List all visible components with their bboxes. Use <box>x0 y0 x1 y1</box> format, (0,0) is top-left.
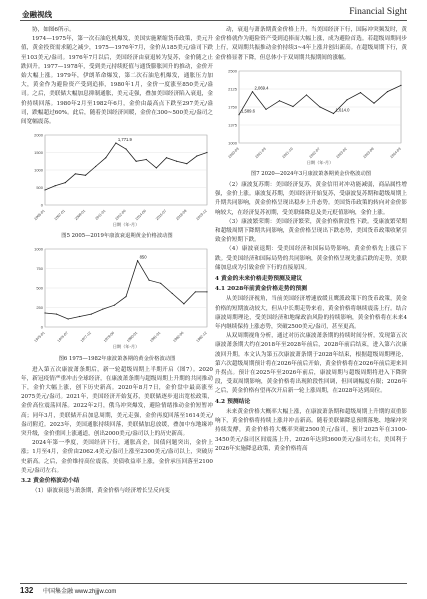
data-point <box>206 292 207 293</box>
paragraph: 动，衰退与萧条期黄金价格上升。当美国经济下行，国际冲突频发时，黄金价格就作为避险资产受到追捧而大幅上涨，成为避险首选。若超级周期同步上行，双周期共振推动金价持续3~4年上涨并创出新高。在超级周期下行，黄金价格显著下降，但总体小于双周期共振期间的涨幅。 <box>215 27 407 61</box>
data-point <box>125 149 126 150</box>
right-column <box>215 26 407 454</box>
data-point <box>186 163 187 164</box>
data-point <box>149 280 150 281</box>
data-point <box>176 161 177 162</box>
x-tick-label: 1980-01 <box>126 331 139 344</box>
x-tick-label: 2023-09 <box>362 146 375 159</box>
data-point <box>68 319 69 320</box>
paragraph: （2）康波复苏期：美国经济复苏，黄金信用对冲功能减弱，商品属性增强，金价上涨。康波复苏期，美国经济开始复苏，受康波复苏期和超级周期上升期共同影响，黄金价格呈现出稳步上升态势。美国货币政策的转向对金价影响较大，在经济复苏初期，受美联储降息及美元贬值影响，金价上涨。 <box>215 182 407 216</box>
paragraph: （3）康波繁荣期：美国经济繁荣，黄金价格阶段性下跌。受康波繁荣期和超级周期下降期共同影响，黄金价格呈现出下跌态势，美国货币政策收紧引致金价短期下跌。 <box>215 218 407 244</box>
data-point <box>373 102 374 103</box>
data-point <box>292 106 293 107</box>
series-line <box>45 261 207 319</box>
data-point <box>196 156 197 157</box>
data-point <box>91 314 92 315</box>
x-tick-label: 2024-03 <box>389 146 402 159</box>
data-point <box>146 159 147 160</box>
y-tick-label: 1000 <box>34 246 43 252</box>
data-point <box>55 185 56 186</box>
paragraph: 从双周期视角分析，通过对历次康波萧条期的持续时间分析，发现第五次康波萧条期大约在2018年至2028年前后，2028年前后结束，进入第六次康波回升期。本文认为第五次康波萧条期于2028年结束，根据超级周期理论，第六次超级周期预计将在2026年前后开始，黄金价格将在2026年前后迎来回升拐点。预计在2025年至2026年前后，康波周期与超级周期将进入下降阶段，受双周期影响，黄金价格将出现阶段性回调，但回调幅度有限；2026年之后，黄金价格有望再次开启新一轮上涨周期，在2028年达到高位。 <box>215 333 407 395</box>
data-point <box>166 157 167 158</box>
x-tick-label: 2020-03 <box>227 146 240 159</box>
x-tick-label: 2014-06 <box>134 209 147 222</box>
figure-7-chart <box>215 65 407 165</box>
y-tick-label: 1500 <box>34 150 43 156</box>
paragraph: 1974—1975年，第一次石油危机爆发，美国实施紧缩货币政策，美元升值，黄金投资需求随之减少，1975—1976年7月，金价从185美元/盎司下跌至103美元/盎司。1976年7月以后，美国经济由衰退转为复苏，金价随之止跌回升。1977—1978年，受到美元持续贬值与通货膨胀回升的推动，金价开始大幅上涨。1979年，伊朗革命爆发，第二次石油危机爆发，通胀压力加大，黄金作为避险资产受到追捧，1980年1月，金价一度涨至850美元/盎司。之后，美联储大幅加息抑制通胀，美元走强，叠加美国经济陷入衰退，金价持续回落。1980年2月至1982年6月，金价由最高点下跌至297美元/盎司，跌幅超过60%。此后，随着美国经济回暖，金价在300~500美元/盎司之间宽幅震荡。 <box>21 36 213 126</box>
left-column <box>21 26 213 496</box>
data-point <box>160 283 161 284</box>
x-tick-label: 2019-12 <box>195 209 208 222</box>
data-point <box>115 143 116 144</box>
x-tick-label: 1981-01 <box>149 331 162 344</box>
data-point <box>172 293 173 294</box>
data-label: 2,069.4 <box>254 85 269 91</box>
y-tick-label: 2000 <box>34 132 43 138</box>
data-point <box>195 292 196 293</box>
x-tick-label: 2018-08 <box>175 209 188 222</box>
x-tick-label: 2023-02 <box>335 146 348 159</box>
data-point <box>102 309 103 310</box>
y-tick-label: 1000 <box>228 140 237 146</box>
left-paragraphs-top <box>21 26 213 127</box>
x-tick-label: 1982-12 <box>195 331 208 344</box>
data-point <box>85 175 86 176</box>
section-4-1-paragraphs <box>215 295 407 396</box>
journal-name-en: Financial Sight <box>349 7 407 17</box>
x-axis-title: 日期（年-月） <box>306 159 334 165</box>
x-tick-label: 1976-07 <box>56 331 69 344</box>
y-tick-label: 500 <box>36 285 43 291</box>
figure-6-chart <box>21 243 213 349</box>
y-tick-label: 0 <box>40 202 43 208</box>
y-tick-label: 2125 <box>228 86 237 92</box>
section-3-2-text: （1）康波衰退与萧条期，黄金价格与经济增长呈反向变 <box>32 488 170 495</box>
footer-source: 中国集金融 www.zhjjjw.com <box>43 589 117 595</box>
data-point <box>319 106 320 107</box>
y-tick-label: 1750 <box>228 104 237 110</box>
x-tick-label: 2016-07 <box>155 209 168 222</box>
data-point <box>360 92 361 93</box>
data-point <box>44 313 45 314</box>
data-point <box>279 100 280 101</box>
x-tick-label: 1977-12 <box>79 331 92 344</box>
right-paragraphs-top <box>215 26 407 63</box>
data-point <box>387 91 388 92</box>
figure-6 <box>21 243 213 362</box>
section-4-2-text: 未来黄金价格大概率大幅上涨，在康波萧条期和超级周期上升期的双重影响下，黄金价格将持续上涨并冲击新高。随着美联储降息预期落地、地缘冲突持续发酵，黄金价格将大概率突破2500美元/盎司，预计2025年在3100-3450美元/盎司区间震荡上升，2026年达到3600美元/盎司左右，美国利于2026年实施降息政策，黄金价格将高 <box>215 408 407 452</box>
data-point <box>44 190 45 191</box>
figure-5 <box>21 129 213 240</box>
x-tick-label: 2005-01 <box>33 209 46 222</box>
y-tick-label: 1000 <box>34 167 43 173</box>
x-tick-label: 2021-10 <box>281 146 294 159</box>
data-point <box>346 99 347 100</box>
page-footer <box>20 583 407 595</box>
x-tick-label: 1979-06 <box>102 331 116 344</box>
y-tick-label: 0 <box>40 324 43 330</box>
data-label: 1,589.6 <box>241 108 255 114</box>
figure-6-caption: 图6 1975—1982年康波萧条期的黄金价格波动图 <box>58 355 176 362</box>
paragraph: （4）康波衰退期：受美国经济和国际局势影响，黄金价格先上涨后下跌。受美国经济和国际局势的共同影响，黄金价格呈现先涨后跌的走势，美联储加息成为引致金价下行的直接原因。 <box>215 246 407 271</box>
right-paragraphs-mid <box>215 181 407 273</box>
figure-7 <box>215 65 407 178</box>
paragraph: 从美国经济视角，当前美国经济增速放缓且鹰派政策下的货币政策，黄金价格的短期波动较大，但从中长期走势来看，黄金价格将继续震荡上行。结合康波周期理论，受美国经济和地缘政治风险的持续影响，黄金价格将在未来4年内继续保持上涨态势，突破2500美元/盎司，甚至更高。 <box>215 296 407 331</box>
y-tick-label: 250 <box>36 305 43 311</box>
x-tick-label: 2009-01 <box>74 209 87 222</box>
series-line <box>45 143 207 190</box>
y-tick-label: 2500 <box>228 68 237 74</box>
data-point <box>252 91 253 92</box>
data-point <box>238 114 239 115</box>
data-point <box>75 173 76 174</box>
x-tick-label: 1975-01 <box>33 331 46 344</box>
x-tick-label: 1982-06 <box>172 331 185 344</box>
data-point <box>333 113 334 114</box>
figure-5-chart <box>21 129 213 227</box>
paragraph: 协，如图6所示。 <box>32 27 75 33</box>
data-label: 850 <box>139 255 147 261</box>
x-tick-label: 2011-01 <box>94 209 107 222</box>
left-paragraphs-bottom <box>21 366 213 476</box>
data-point <box>306 94 307 95</box>
y-tick-label: 750 <box>36 266 43 272</box>
data-point <box>156 168 157 169</box>
data-point <box>65 182 66 183</box>
x-tick-label: 2021-03 <box>254 146 267 159</box>
data-label: 1,614.0 <box>335 107 350 113</box>
figure-7-caption: 图7 2020—2024年3月康波萧条期黄金价格波动图 <box>250 171 372 178</box>
x-tick-label: 2012-06 <box>114 209 127 222</box>
paragraph: 2024年第一季度，美国经济下行，通胀高企，国债问题突出，金价上涨；1月至4月，金价由2062.4美元/盎司上涨至2300美元/盎司以上，突破历史新高。之后，金价维持高位震荡，美债收益率上涨，金价承压回落至2100美元/盎司左右。 <box>21 440 213 474</box>
data-point <box>265 109 266 110</box>
x-tick-label: 2022-07 <box>308 146 321 159</box>
data-point <box>125 296 126 297</box>
data-point <box>56 314 57 315</box>
section-3-2-heading: 3.2 黄金价格波动小结 <box>21 478 80 485</box>
data-point <box>105 157 106 158</box>
data-point <box>137 261 138 262</box>
data-point <box>114 305 115 306</box>
header-divider <box>20 20 407 21</box>
x-tick-label: 2007-01 <box>53 209 66 222</box>
data-point <box>136 161 137 162</box>
data-point <box>95 166 96 167</box>
data-point <box>79 316 80 317</box>
section-4-2-heading: 4.2 预测结论 <box>215 398 251 405</box>
section-4-1-heading: 4.1 2028年前黄金价格走势的预测 <box>215 286 308 293</box>
data-point <box>400 85 401 86</box>
section-4-heading: 4 黄金的未来价格走势预测及建议 <box>215 276 303 283</box>
data-point <box>206 152 207 153</box>
x-axis-title: 日期（年-月） <box>112 222 140 228</box>
paragraph: 进入第五次康波萧条期后，新一轮超级周期上半期开启（图7）。2020年，新冠疫情严重冲击全球经济，在康波萧条期与超级周期上升期的共同推动下，金价大幅上涨，创下历史新高。2020年8月7日，金价盘中最高涨至2075美元/盎司。2021年，美国经济开始复苏，美联储逐步退出宽松政策，金价高位震荡回落。2022年2月，俄乌冲突爆发，避险情绪推动金价短暂冲高；同年3月，美联储开启加息周期，美元走强，金价再度回落至1614美元/盎司附近。2023年，美国通胀持续回落，美联储加息放缓，叠加中东地缘冲突升级，金价重回上涨通道，创出2000美元/盎司以上的历史新高。 <box>21 366 213 438</box>
y-tick-label: 500 <box>36 185 43 191</box>
y-tick-label: 1375 <box>228 122 237 128</box>
figure-5-caption: 图5 2005—2019年康波衰退期黄金价格波动图 <box>61 233 173 240</box>
page-number: 132 <box>20 586 34 595</box>
data-label: 1,771.9 <box>117 137 132 143</box>
journal-name-cn: 金融视线 <box>22 10 52 19</box>
x-axis-title: 日期（年-月） <box>112 344 140 350</box>
data-point <box>183 304 184 305</box>
